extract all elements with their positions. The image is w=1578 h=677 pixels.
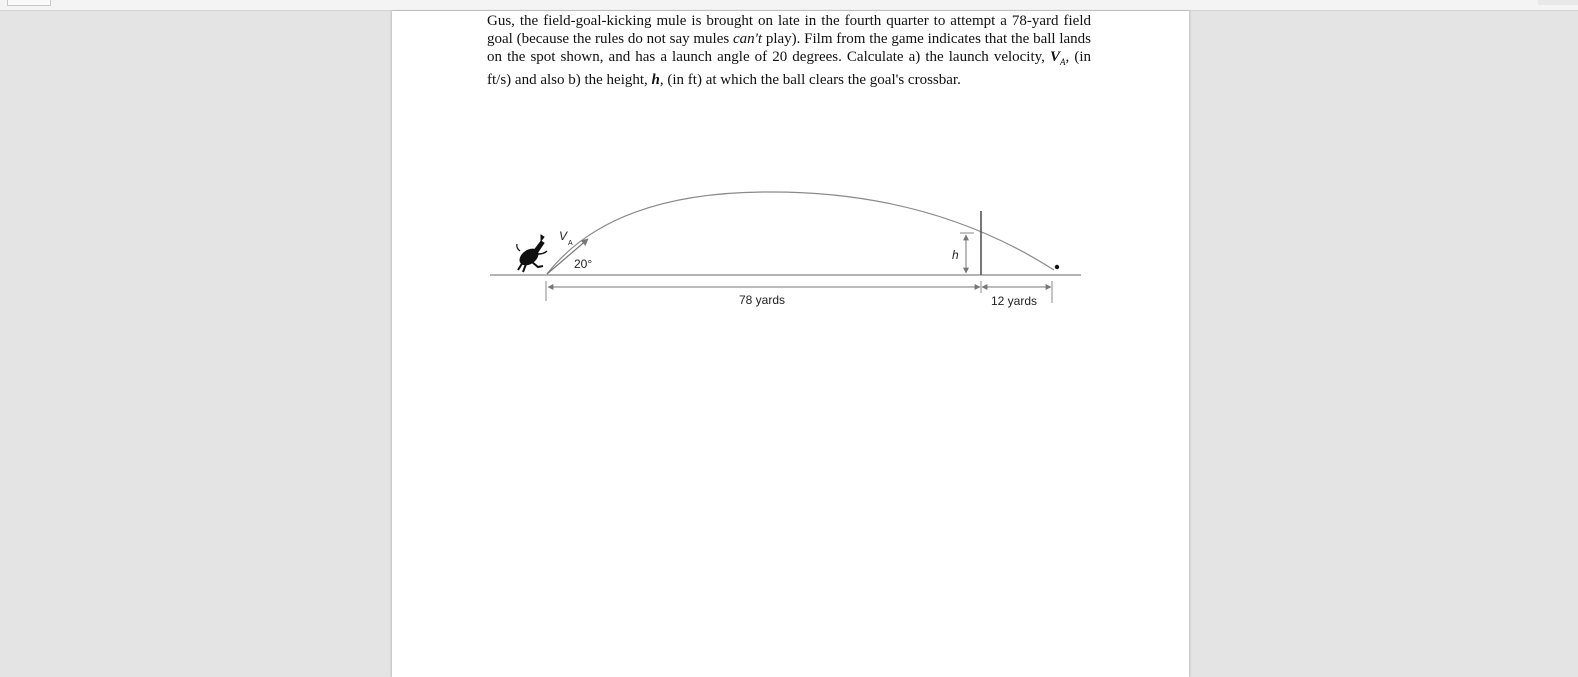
dim-label-78-yards: 78 yards	[739, 293, 786, 307]
problem-text-1: Gus, the field-goal-kicking mule is brought on late in the fourth quarter to attempt a 78-yard field goal (because the rules do not say mules	[487, 13, 1091, 47]
viewer-toolbar	[0, 0, 1578, 11]
velocity-label-subscript: A	[568, 240, 573, 247]
angle-label: 20°	[574, 257, 593, 271]
problem-text-3: , (in ft/s) and also b) the height,	[487, 49, 1091, 88]
dim-label-12-yards: 12 yards	[991, 294, 1038, 308]
document-page	[392, 11, 1189, 677]
problem-emphasis: can't	[733, 31, 763, 47]
mule-icon	[517, 235, 547, 272]
toolbar-right-control[interactable]	[1538, 0, 1578, 5]
trajectory-diagram	[392, 11, 1189, 677]
problem-text-4: , (in ft) at which the ball clears the goal's crossbar.	[659, 72, 961, 88]
landing-spot	[1055, 265, 1059, 269]
height-variable: h	[651, 72, 660, 88]
toolbar-tab[interactable]	[7, 0, 51, 6]
height-label: h	[952, 248, 959, 262]
velocity-variable: V	[1049, 49, 1060, 65]
trajectory-arc	[547, 192, 1054, 274]
problem-text-2: play). Film from the game indicates that the ball lands on the spot shown, and has a launch angle of 20 degrees. Calculate a) the launch velocity,	[487, 31, 1092, 65]
velocity-variable-subscript: A	[1060, 57, 1066, 67]
velocity-label: V	[559, 229, 568, 243]
